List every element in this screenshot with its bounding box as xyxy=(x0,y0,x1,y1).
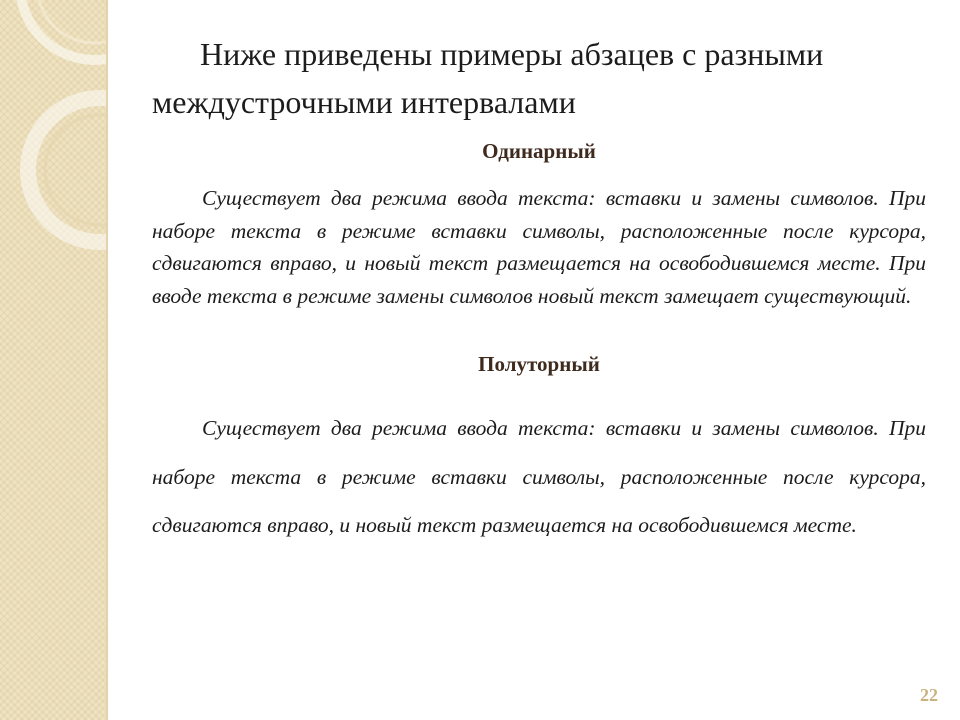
section-heading-single: Одинарный xyxy=(482,139,596,163)
decorative-side-panel xyxy=(0,0,107,720)
slide-title: Ниже приведены примеры абзацев с разными междустрочными интервалами xyxy=(152,36,824,120)
decorative-circles xyxy=(0,0,107,720)
paragraph-single-spacing: Существует два режима ввода текста: вставки и замены символов. При наборе текста в режиме вставки символы, расположенные после курсора, сдвигаются вправо, и новый текст размещается на освободившемся месте. При вводе текста в режиме замены символов новый текст замещает существующий. xyxy=(152,186,926,308)
page-number: 22 xyxy=(920,685,938,705)
paragraph-one-half-spacing: Существует два режима ввода текста: вставки и замены символов. При наборе текста в режиме вставки символы, расположенные после курсора, сдвигаются вправо, и новый текст размещается на освободившемся месте. xyxy=(152,416,926,537)
section-heading-one-half: Полуторный xyxy=(478,352,600,376)
side-divider xyxy=(106,0,108,720)
